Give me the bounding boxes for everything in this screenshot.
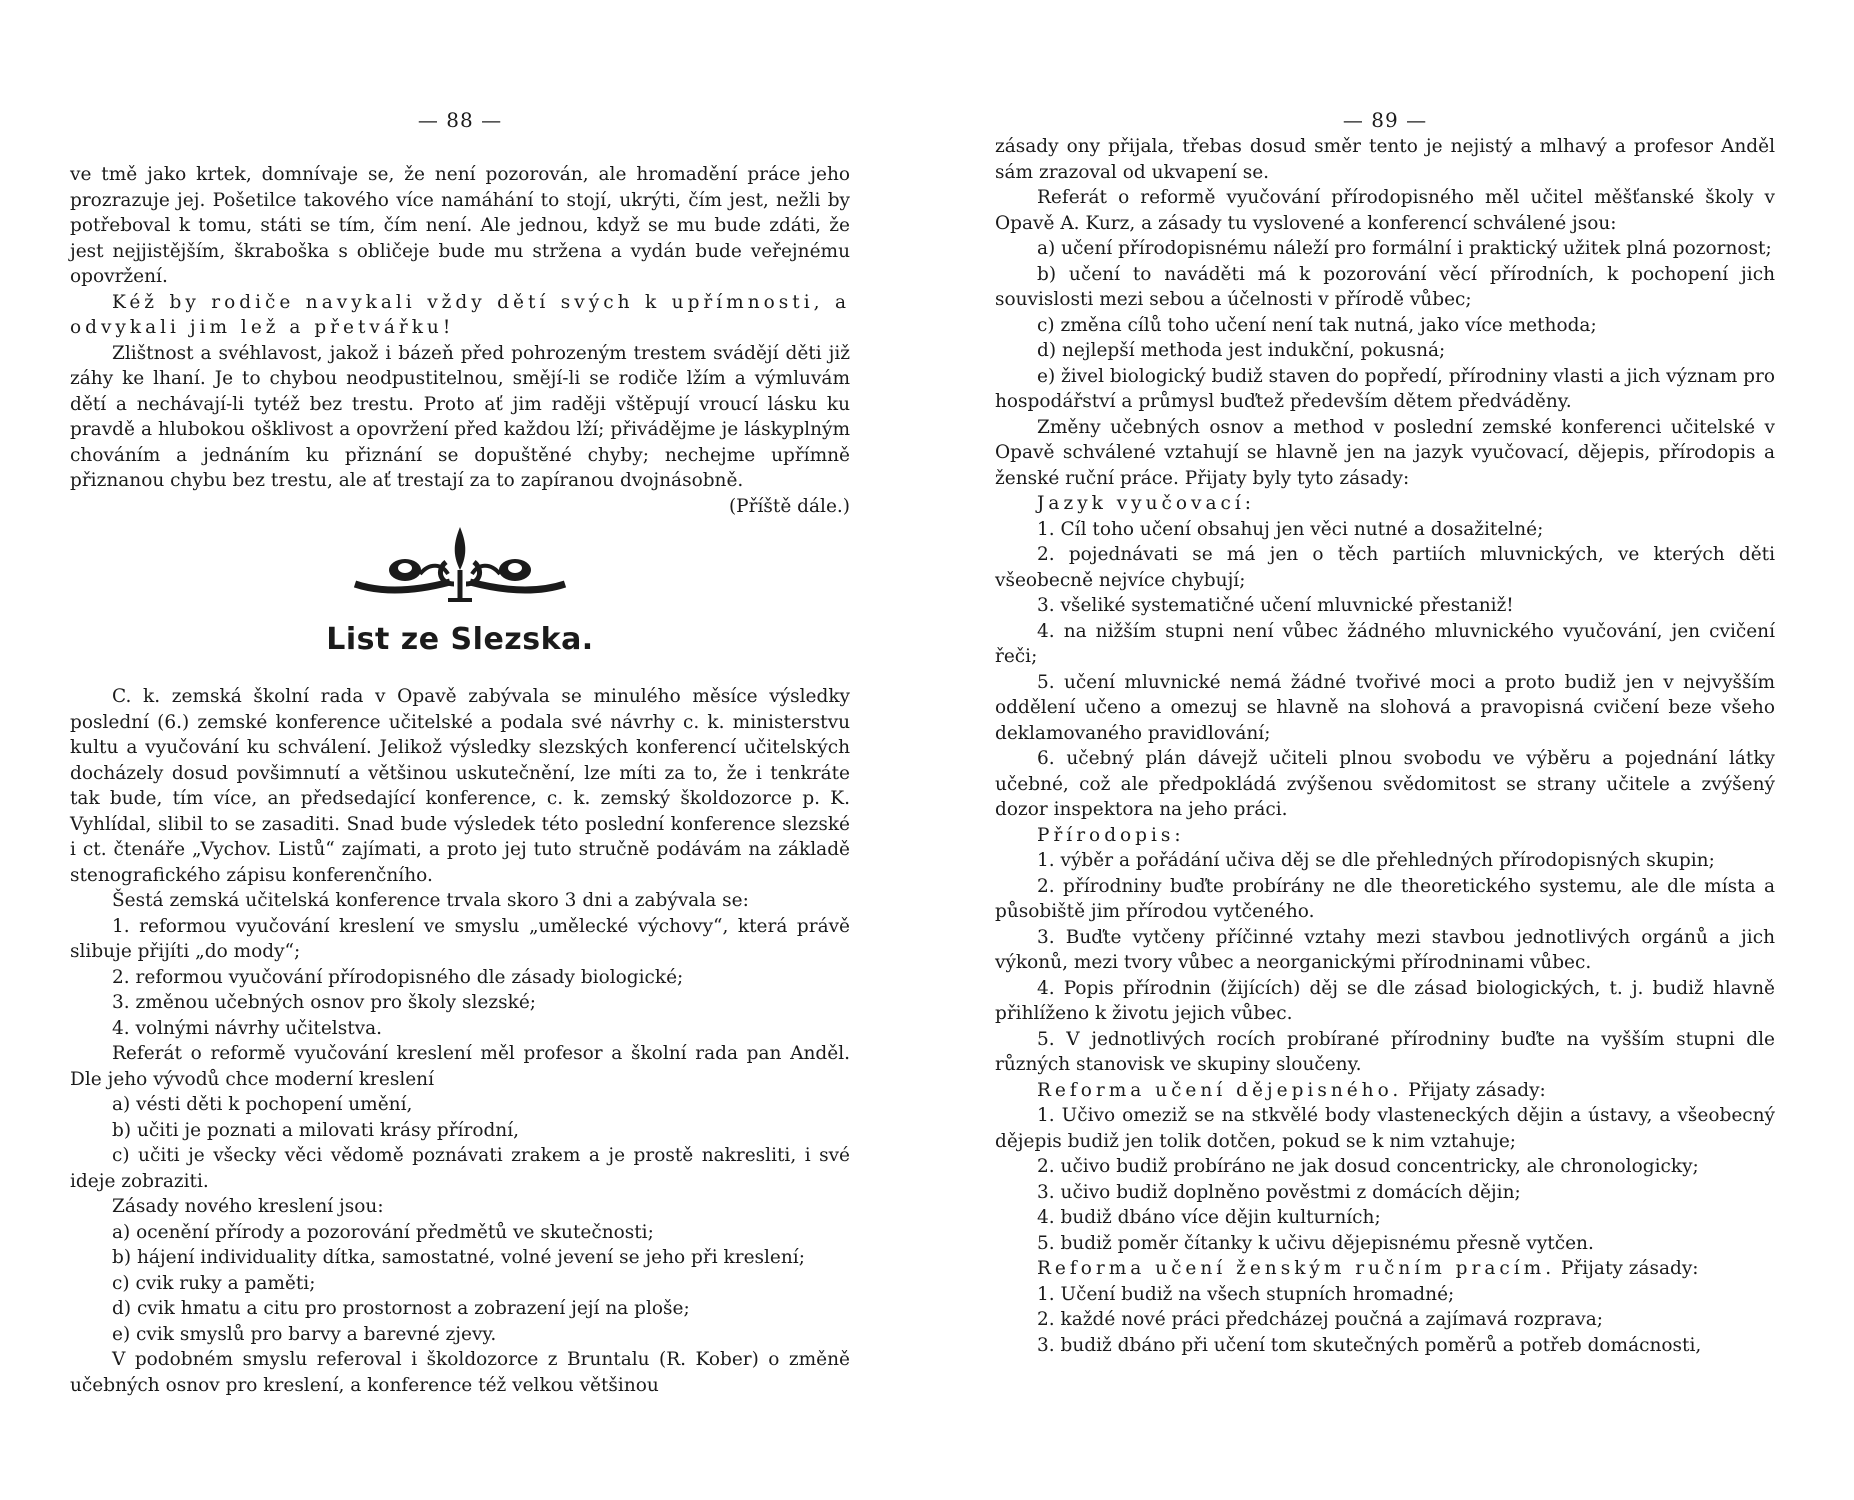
page-number-right: — 89 — [1342,108,1428,132]
section-heading-handwork [995,1256,1775,1282]
list-item: 3. Buďte vytčeny příčinné vztahy mezi stavbou jednotlivých orgánů a jich výkonů, mezi tvory vůbec a neorganickými přírodninami vůbec. [995,926,1775,973]
list-item: c) změna cílů toho učení není tak nutná, jako více methoda; [1037,314,1597,336]
list-item: e) živel biologický budiž staven do popředí, přírodniny vlasti a jich význam pro hospodářství a průmysl buďtež především dětem předváděny. [995,365,1776,412]
paragraph: V podobném smyslu referoval i školdozorce z Bruntalu (R. Kober) o změně učebných osnov pro kreslení, a konference též velkou většinou [70,1349,850,1396]
list-item: e) cvik smyslů pro barvy a barevné zjevy. [112,1323,497,1345]
accepted-label: Přijaty zásady: [1408,1079,1546,1101]
paragraph-emphasis: Kéž by rodiče navykali vždy dětí svých k upřímnosti, a odvykali jim lež a přetvářku! [70,291,850,338]
list-item: 2. učivo budiž probíráno ne jak dosud concentricky, ale chronologicky; [1037,1156,1699,1177]
accepted-label: Přijaty zásady: [1560,1258,1699,1279]
paragraph [70,341,850,517]
list-item: 2. přírodniny buďte probírány ne dle theoretického systemu, ale dle místa a působiště jim přírodou vytčeného. [995,875,1775,922]
paragraph: ve tmě jako krtek, domnívaje se, že není pozorován, ale hromadění práce jeho prozrazuje jej. Pošetilce takového více namáhání to stojí, ukrýti, čím jest, nežli by potřeboval k tomu, státi se tím, čím není. Ale jednou, když se mu bude zdáti, že jest nejjistějším, škraboška s obličeje bude mu stržena a vydán bude veřejnému opovržení. [70,164,850,287]
paragraph: zásady ony přijala, třebas dosud směr tento je nejistý a mlhavý a profesor Anděl sám zrazoval od ukvapení se. [995,136,1775,183]
list-item: d) nejlepší methoda jest indukční, pokusná; [1037,340,1446,361]
list-item: a) učení přírodopisnému náleží pro formální i praktický užitek plná pozornost; [1037,238,1772,259]
list-item: b) učiti je poznati a milovati krásy přírodní, [112,1119,520,1141]
list-item: 5. budiž poměr čítanky k učivu dějepisnému přesně vytčen. [1037,1232,1594,1254]
section-heading-nature: Přírodopis: [1037,824,1185,846]
paragraph: Zásady nového kreslení jsou: [112,1196,384,1217]
section-heading-text: Reforma učení ženským ručním pracím. [1037,1258,1556,1279]
list-item: 1. reformou vyučování kreslení ve smyslu „umělecké výchovy“, která právě slibuje přijíti „do mody“; [70,915,850,962]
list-item: 3. učivo budiž doplněno pověstmi z domácích dějin; [1037,1181,1521,1203]
list-item: 2. každé nové práci předcházej poučná a zajímavá rozprava; [1037,1309,1604,1330]
article-title: List ze Slezska. [326,621,594,657]
left-page [70,0,850,1500]
right-page [995,0,1775,1500]
list-item: 2. reformou vyučování přírodopisného dle zásady biologické; [112,966,684,988]
paragraph: C. k. zemská školní rada v Opavě zabývala se minulého měsíce výsledky poslední (6.) zemské konference učitelské a podala své návrhy c. k. ministerstvu kultu a vyučování ku schválení. Jelikož výsledky slezských konferencí učitelských docházely dosud povšimnutí a většinou uskutečnění, lze míti za to, že i tenkráte tak bude, tím více, an předsedající konference, c. k. zemský školdozorce p. K. Vyhlídal, slibil to se zasaditi. Snad bude výsledek této poslední konference slezské i ct. čtenáře „Vychov. Listů“ zajímati, a proto jej tuto stručně podávám na základě stenografického zápisu konferenčního. [70,686,850,886]
list-item: b) hájení individuality dítka, samostatné, volné jevení se jeho při kreslení; [112,1247,805,1268]
continued-note: (Příště dále.) [728,495,850,517]
list-item: 1. Cíl toho učení obsahuj jen věci nutné a dosažitelné; [1037,518,1544,540]
list-item: d) cvik hmatu a citu pro prostornost a zobrazení její na ploše; [112,1298,690,1319]
floral-ornament-icon [70,522,850,607]
section-heading-text: Reforma učení dějepisného. [1037,1079,1403,1101]
paragraph: Změny učebných osnov a method v poslední zemské konferenci učitelské v Opavě schválené vztahují se hlavně jen na jazyk vyučovací, dějepis, přírodopis a ženské ruční práce. Přijaty byly tyto zásady: [995,416,1775,489]
list-item: 5. V jednotlivých rocích probírané přírodniny buďte na vyšším stupni dle různých stanovisk ve skupiny sloučeny. [995,1028,1775,1075]
page-number-left: — 88 — [417,108,503,132]
list-item: 3. budiž dbáno při učení tom skutečných poměrů a potřeb domácnosti, [1037,1334,1702,1356]
list-item: 2. pojednávati se má jen o těch partiích mluvnických, ve kterých děti všeobecně nejvíce chybují; [995,544,1775,591]
list-item: a) vésti děti k pochopení umění, [112,1094,413,1115]
list-item: 3. všeliké systematičné učení mluvnické přestaniž! [1037,595,1514,616]
list-item: c) učiti je všecky věci vědomě poznávati zrakem a je prostě nakresliti, i své ideje zobraziti. [70,1145,850,1192]
list-item: c) cvik ruky a paměti; [112,1272,316,1294]
list-item: 4. na nižším stupni není vůbec žádného mluvnického vyučování, jen cvičení řeči; [995,620,1775,667]
list-item: b) učení to naváděti má k pozorování věcí přírodních, k pochopení jich souvislosti mezi sebou a účelnosti v přírodě vůbec; [995,263,1775,310]
list-item: 4. volnými návrhy učitelstva. [112,1017,383,1039]
left-page-body [70,162,850,1398]
list-item: 6. učebný plán dávejž učiteli plnou svobodu ve výběru a pojednání látky učebné, což ale předpokládá zvýšenou svědomitost se strany učitele a zvýšený dozor inspektora na jeho práci. [995,748,1775,820]
list-item: 3. změnou učebných osnov pro školy slezské; [112,992,537,1013]
paragraph: Šestá zemská učitelská konference trvala skoro 3 dni a zabývala se: [112,890,749,911]
list-item: 1. výběr a pořádání učiva děj se dle přehledných přírodopisných skupin; [1037,850,1715,871]
list-item: a) ocenění přírody a pozorování předmětů ve skutečnosti; [112,1221,654,1243]
right-page-body [995,134,1775,1358]
paragraph: Referát o reformě vyučování kreslení měl profesor a školní rada pan Anděl. Dle jeho vývodů chce moderní kreslení [70,1043,850,1090]
list-item: 4. Popis přírodnin (žijících) děj se dle zásad biologických, t. j. budiž hlavně přihlíženo k životu jejich vůbec. [995,977,1775,1024]
list-item: 4. budiž dbáno více dějin kulturních; [1037,1207,1381,1228]
paragraph: Referát o reformě vyučování přírodopisného měl učitel měšťanské školy v Opavě A. Kurz, a zásady tu vyslovené a konferencí schválené jsou: [995,187,1775,234]
list-item: 5. učení mluvnické nemá žádné tvořivé moci a proto budiž jen v nejvyšším oddělení učeno a omezuj se hlavně na slohová a pravopisná cvičení beze všeho deklamovaného pravidlování; [995,671,1775,744]
section-heading-history [995,1078,1775,1104]
section-heading-language: Jazyk vyučovací: [1037,493,1256,514]
list-item: 1. Učivo omeziž se na stkvělé body vlasteneckých dějin a ústavy, a všeobecný dějepis budiž jen tolik dotčen, pokud se k nim vztahuje; [995,1105,1775,1152]
paragraph-text: Zlištnost a svéhlavost, jakož i bázeň před pohrozeným trestem svádějí děti již záhy ke lhaní. Je to chybou neodpustitelnou, smějí-li se rodiče lžím a výmluvám dětí a nechávají-li tytéž bez trestu. Proto ať jim raději vštěpují vroucí lásku ku pravdě a hlubokou ošklivost a opovržení před každou lží; přivádějme je láskyplným chováním a jednáním ku přiznání se dopuštěné chyby; nechejme upřímně přiznanou chybu bez trestu, ale ať trestají za to zapíranou dvojnásobně. [70,342,850,491]
list-item: 1. Učení budiž na všech stupních hromadné; [1037,1283,1455,1305]
